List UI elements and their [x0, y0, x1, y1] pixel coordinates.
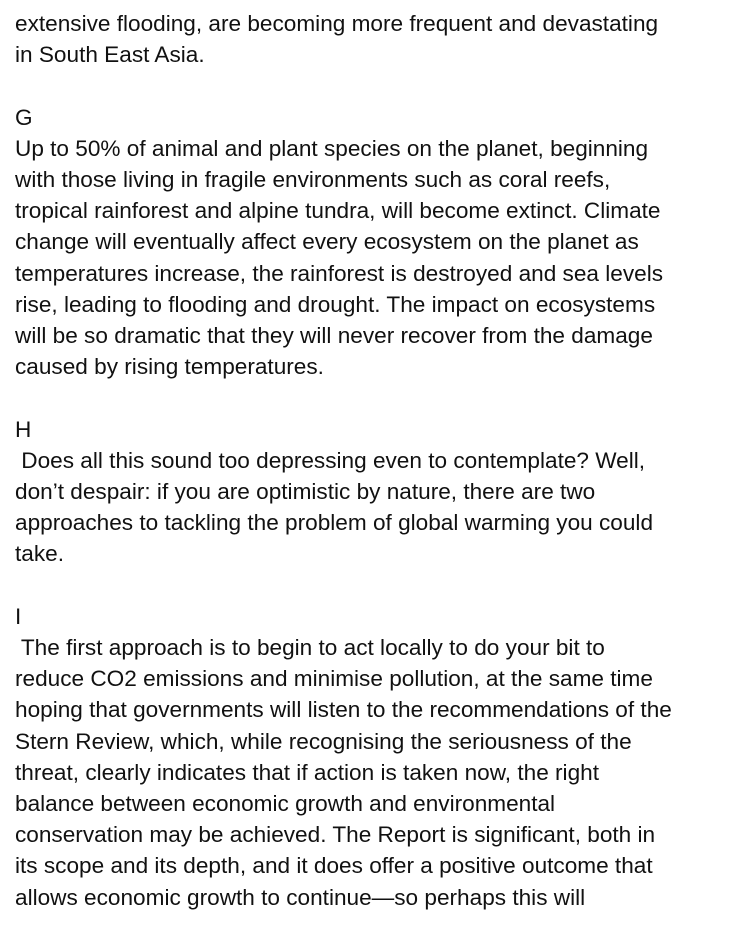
- text-line: Stern Review, which, while recognising the seriousness of the: [15, 728, 632, 754]
- text-line: extensive flooding, are becoming more frequent and devastating: [15, 11, 659, 36]
- document-page: [15, 8, 715, 913]
- text-line: allows economic growth to continue—so perhaps this will: [15, 884, 586, 910]
- section-h: [15, 414, 715, 570]
- text-line: rise, leading to flooding and drought. The impact on ecosystems: [15, 291, 656, 317]
- section-letter: H: [15, 416, 32, 442]
- section-g: [15, 102, 715, 383]
- text-line: caused by rising temperatures.: [15, 354, 324, 380]
- text-line: will be so dramatic that they will never recover from the damage: [15, 323, 653, 349]
- paragraph-spacer: [15, 382, 715, 413]
- text-line: hoping that governments will listen to the recommendations of the: [15, 697, 672, 723]
- text-line: tropical rainforest and alpine tundra, will become extinct. Climate: [15, 198, 661, 224]
- paragraph-spacer: [15, 70, 715, 101]
- text-line: temperatures increase, the rainforest is destroyed and sea levels: [15, 260, 664, 286]
- text-line: with those living in fragile environments such as coral reefs,: [15, 167, 611, 192]
- paragraph-spacer: [15, 570, 715, 601]
- text-line: approaches to tackling the problem of global warming you could: [15, 510, 654, 536]
- section-letter: I: [15, 603, 22, 629]
- text-line: reduce CO2 emissions and minimise pollution, at the same time: [15, 666, 653, 692]
- intro-paragraph: [15, 8, 715, 70]
- text-line: in South East Asia.: [15, 42, 205, 68]
- text-line: balance between economic growth and environmental: [15, 791, 556, 817]
- section-i: [15, 601, 715, 913]
- text-line: change will eventually affect every ecosystem on the planet as: [15, 229, 639, 255]
- text-line: conservation may be achieved. The Report is significant, both in: [15, 822, 656, 848]
- section-letter: G: [15, 104, 33, 130]
- text-line: Up to 50% of animal and plant species on the planet, beginning: [15, 135, 649, 161]
- text-line: its scope and its depth, and it does offer a positive outcome that: [15, 853, 653, 879]
- text-line: threat, clearly indicates that if action is taken now, the right: [15, 759, 599, 785]
- text-line: The first approach is to begin to act locally to do your bit to: [15, 635, 605, 661]
- text-line: Does all this sound too depressing even to contemplate? Well,: [15, 447, 646, 473]
- text-line: take.: [15, 541, 64, 567]
- text-line: don’t despair: if you are optimistic by nature, there are two: [15, 479, 596, 505]
